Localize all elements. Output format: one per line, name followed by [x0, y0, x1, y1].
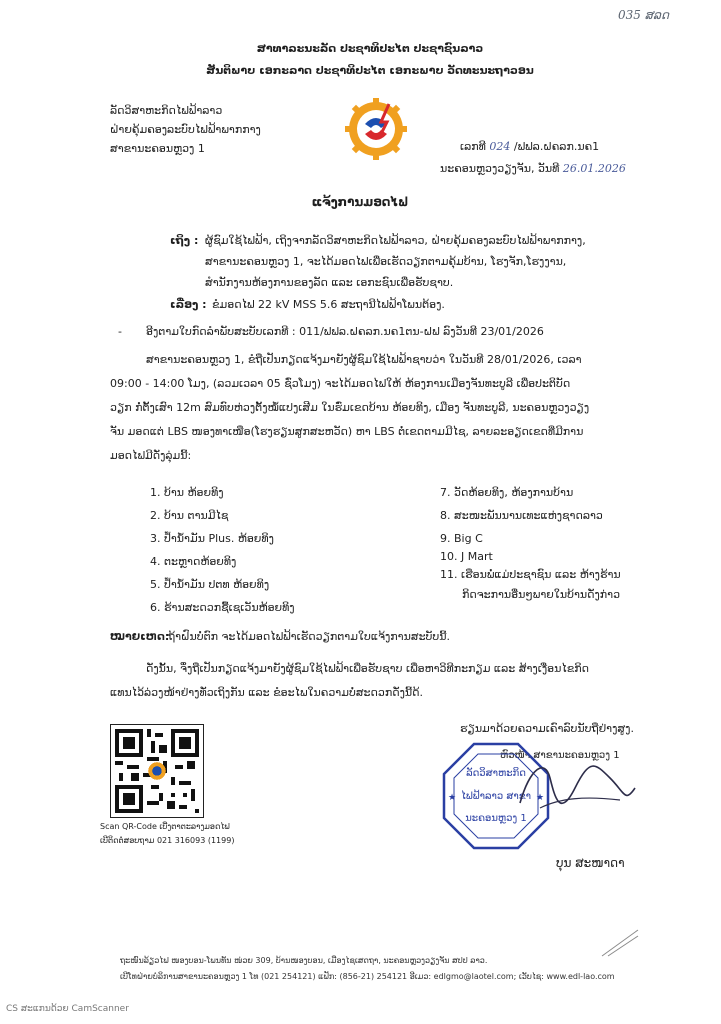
footer-contact: ເບີໂທຝ່າຍບໍລິການສາຂານະຄອນຫຼວງ 1 ໂທ (021 254121) ແຟັກ: (856-21) 254121 ອີເມວ: edlgmo@laotel.com; ເວັບໄຊ: www.edl-lao.com — [120, 972, 615, 981]
edl-logo — [345, 98, 407, 160]
subject-label: ເລື່ອງ : — [170, 298, 207, 311]
footer-address: ຖະໜົນລ້ຽວໄຟ ໜອງບອນ-ໂພນທັນ ໜ່ວຍ 309, ບ້ານໜອງບອນ, ເມືອງໄຊເສດຖາ, ນະຄອນຫຼວງວຽງຈັນ ສປປ ລາວ. — [120, 956, 488, 965]
handwritten-signature — [500, 748, 640, 828]
area-item-2: 2. ບ້ານ ຕານມີໄຊ — [150, 509, 229, 522]
body-line-1: ສາຂານະຄອນຫຼວງ 1, ຂໍຖືເປັນກຽດແຈ້ງມາຍັງຜູ້ຊົມໃຊ້ໄຟຟ້າຊາບວ່າ ໃນວັນທີ 28/01/2026, ເວລາ — [146, 353, 582, 366]
org-line-1: ລັດວິສາຫະກິດໄຟຟ້າລາວ — [110, 104, 223, 117]
country-line-2: ສັນຕິພາບ ເອກະລາດ ປະຊາທິປະໄຕ ເອກະພາບ ວັດທະນະຖາວອນ — [206, 64, 534, 77]
closing-line-2: ແທນໄວ້ລ່ວງໜ້າຢ່າງທັ່ວເຖິງກັນ ແລະ ຂໍອະໄພໃນຄວາມບໍ່ສະດວກດັ່ງນີ້ດ້. — [110, 686, 423, 699]
place-date-label: ນະຄອນຫຼວງວຽງຈັນ, ວັນທີ — [440, 162, 560, 175]
to-label: ເຖິງ : — [170, 234, 199, 247]
signatory-position: ຫົວໜ້າ ສາຂານະຄອນຫຼວງ 1 — [500, 750, 620, 761]
note-label: ໝາຍເຫດ: — [110, 630, 170, 643]
country-line-1: ສາທາລະນະລັດ ປະຊາທິປະໄຕ ປະຊາຊົນລາວ — [256, 42, 484, 55]
qr-caption-1: Scan QR-Code ເບີ່ງຕາຕະລາງມອດໄຟ — [100, 822, 230, 831]
svg-text:★: ★ — [536, 793, 545, 803]
area-item-9: 9. Big C — [440, 532, 483, 545]
reference-text: ອີງຕາມໃບກົດລຳພັບສະບັບເລກທີ : 011/ຟຟລ.ຝຄລກ.ນຄ1ຕນ-ຝຟ ລົງວັນທີ 23/01/2026 — [146, 325, 544, 338]
qr-code[interactable] — [110, 724, 204, 818]
footer-swoosh-icon — [600, 928, 640, 958]
org-line-2: ຝ່າຍຄຸ້ມຄອງລະບົບໄຟຟ້າພາກກາງ — [110, 123, 261, 136]
area-item-11-cont: ກິດຈະການອື່ນໆພາຍໃນບ້ານດັ່ງກ່າວ — [462, 588, 621, 601]
area-item-11: 11. ເຮືອນພໍ່ແມ່ປະຊາຊົນ ແລະ ຫ້າງຮ້ານ — [440, 568, 621, 581]
org-line-3: ສາຂານະຄອນຫຼວງ 1 — [110, 142, 205, 155]
area-item-10: 10. J Mart — [440, 550, 493, 563]
area-item-4: 4. ຕະຫຼາດຫ້ອຍທິງ — [150, 555, 237, 568]
note-text: ຖ້າຝົນບໍ່ຕົກ ຈະໄດ້ມອດໄຟຟ້າເຮັດວຽກຕາມໃບແຈ້ງການສະບັບນີ້. — [168, 630, 451, 643]
qr-caption-2: ເບີຕິດຕໍ່ສອບຖາມ 021 316093 (1199) — [100, 836, 235, 845]
area-item-7: 7. ວັດຫ້ອຍທິງ, ຫ້ອງການບ້ານ — [440, 486, 574, 499]
corner-note: 035 ສລດ — [618, 8, 669, 22]
camscanner-watermark: CS ສະແກນດ້ວຍ CamScanner — [6, 1004, 129, 1014]
to-text-line-3: ສຳນັກງານຫ້ອງການຂອງລັດ ແລະ ເອກະຊົນເພື່ອຮັບຊາບ. — [205, 276, 454, 289]
reference-number — [460, 140, 599, 153]
stamp-line-1: ລັດວິສາຫະກິດ — [466, 768, 526, 779]
to-text-line-2: ສາຂານະຄອນຫຼວງ 1, ຈະໄດ້ມອດໄຟເພື່ອເຮັດວຽກຕາມຄຸ້ມບ້ານ, ໂຮງຈັກ,ໂຮງງານ, — [205, 255, 567, 268]
body-line-4: ຈັນ ມອດແຕ່ LBS ໜອງທາເໜືອ(ໂຮງຮຽນສູກສະຫວັດ) ຫາ LBS ຕໍ່ເຂດຕາມມີໄຊ, ລາຍລະອຽດເຂດທີ່ມີການ — [110, 425, 584, 438]
subject-text: ຂໍມອດໄຟ 22 kV MSS 5.6 ສະຖານີໄຟຟ້າໂພນຕ້ອງ. — [212, 298, 445, 311]
body-line-3: ວຽກ ກໍ່ຕັ້ງເສົາ 12m ສົມທົບຫ່ວງຕັ້ງໝໍ້ແປງເສີມ ໃນຮົ່ມເຂດບ້ານ ຫ້ອຍທິງ, ເມືອງ ຈັນທະບູລີ, ນະຄອນຫຼວງວຽງ — [110, 401, 590, 414]
body-line-2: 09:00 - 14:00 ໂມງ, (ລວມເວລາ 05 ຊົ່ວໂມງ) ຈະໄດ້ມອດໄຟໃຫ້ ຫ້ອງການເມືອງຈັນທະບູລີ ເພື່ອປະຕິບັດ — [110, 377, 571, 390]
reference-bullet: - — [118, 325, 122, 338]
place-date-value: 26.01.2026 — [562, 162, 626, 175]
area-item-1: 1. ບ້ານ ຫ້ອຍທິງ — [150, 486, 224, 499]
area-item-3: 3. ປໍ້ານໍ້າມັນ Plus. ຫ້ອຍທິງ — [150, 532, 274, 545]
area-item-5: 5. ປໍ້ານໍ້າມັນ ປຕທ ຫ້ອຍທິງ — [150, 578, 270, 591]
ref-label: ເລກທີ — [460, 140, 486, 153]
ref-suffix: /ຟຟລ.ຝຄລກ.ນຄ1 — [513, 140, 600, 153]
area-item-8: 8. ສະໜະພັນນານເທະແຫ່ງຊາດລາວ — [440, 509, 603, 522]
stamp-line-2: ໄຟຟ້າລາວ ສາຂາ — [460, 791, 532, 802]
stamp-line-3: ນະຄອນຫຼວງ 1 — [465, 813, 527, 824]
svg-text:★: ★ — [448, 793, 457, 803]
area-item-6: 6. ຮ້ານສະດວກຊື້ເຊເວັນຫ້ອຍທິງ — [150, 601, 295, 614]
place-date — [440, 162, 626, 175]
regards-text: ຮຽນມາດ້ວຍຄວາມເຄົາລົບນັບຖືຢ່າງສູງ. — [460, 722, 634, 735]
closing-line-1: ດັ່ງນັ້ນ, ຈຶ່ງຖືເປັນກຽດແຈ້ງມາຍັງຜູ້ຊົມໃຊ້ໄຟຟ້າເພື່ອຮັບຊາບ ເພື່ອຫາວິທີກະກຽມ ແລະ ສ້າງເງື່ອນໄຂກິດ — [146, 662, 590, 675]
body-line-5: ມອດໄຟມີດັ່ງລຸ່ມນີ້: — [110, 449, 192, 462]
ref-number-handwritten: 024 — [489, 140, 511, 153]
signatory-name: ບຸນ ສະໜາດາ — [556, 856, 625, 870]
document-title: ແຈ້ງການມອດໄຟ — [311, 195, 409, 209]
to-text-line-1: ຜູ້ຊົມໃຊ້ໄຟຟ້າ, ເຖິງຈາກລັດວິສາຫະກິດໄຟຟ້າລາວ, ຝ່າຍຄຸ້ມຄອງລະບົບໄຟຟ້າພາກກາງ, — [205, 234, 586, 247]
